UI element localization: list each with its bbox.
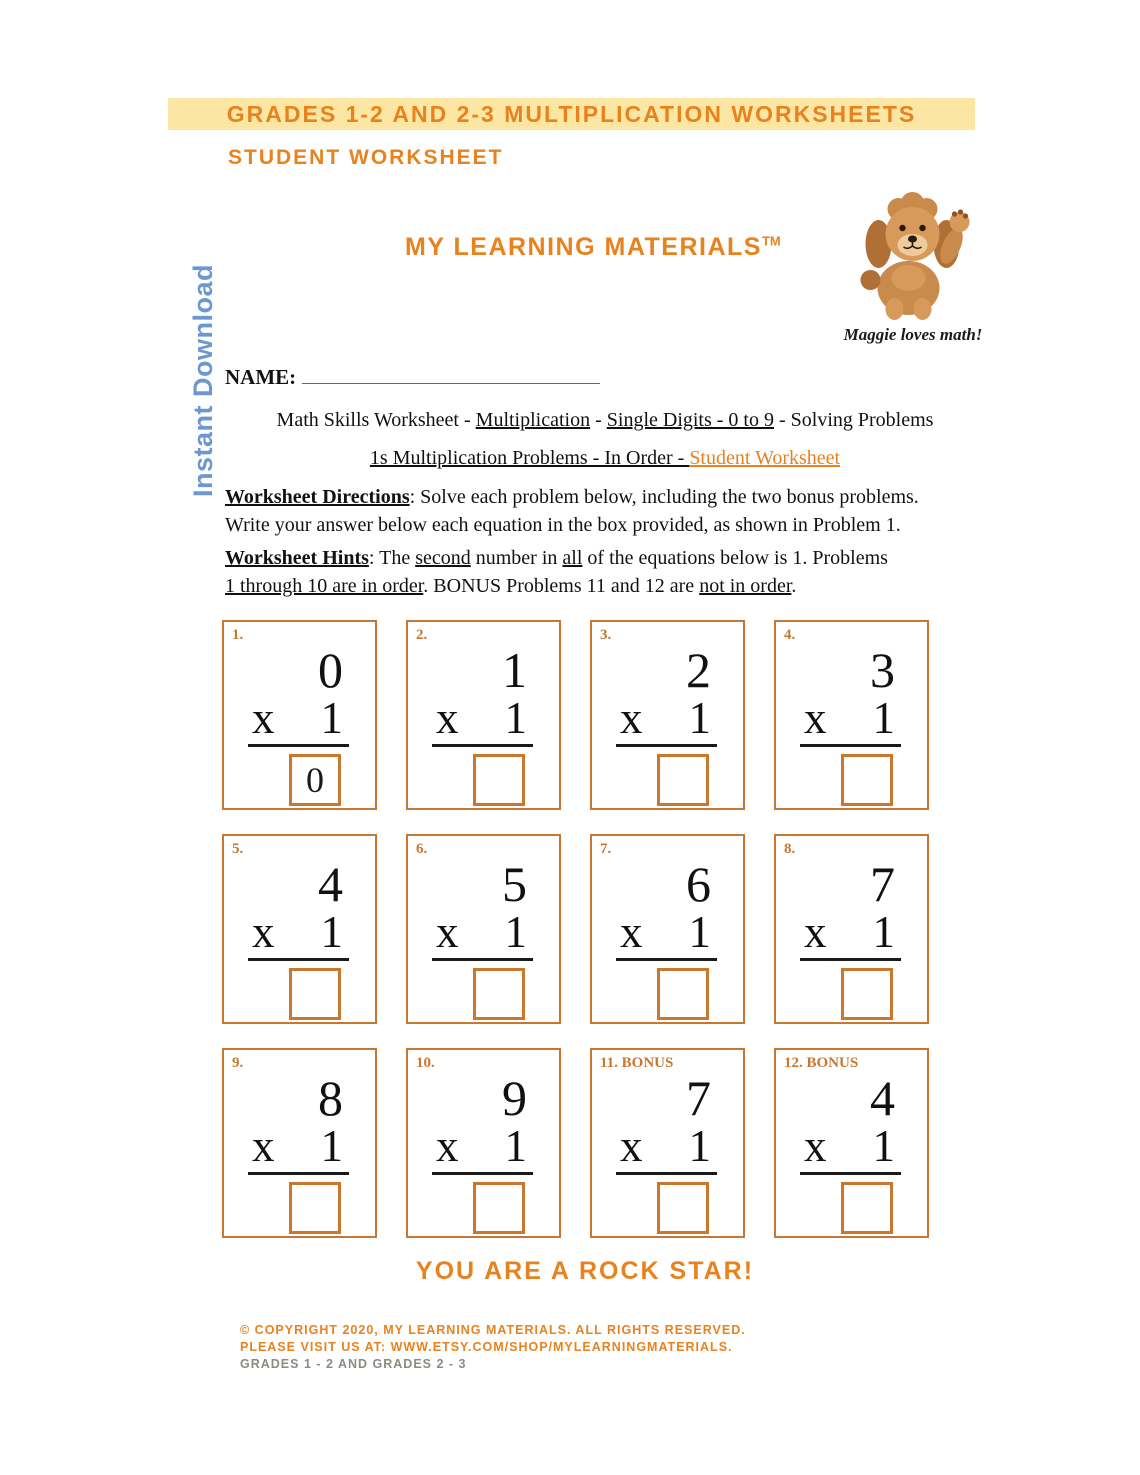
- problem-number: 7.: [600, 841, 612, 857]
- title-part-5: - Solving Problems: [774, 409, 934, 431]
- problem-number: 6.: [416, 841, 428, 857]
- answer-box: [473, 968, 525, 1020]
- problem-card-2: [406, 620, 561, 810]
- trademark-superscript: TM: [761, 233, 781, 249]
- subtitle-student-worksheet: Student Worksheet: [689, 447, 841, 469]
- multiply-operator: x: [436, 1121, 459, 1171]
- answer-box: [289, 1182, 341, 1234]
- multiply-operator: x: [804, 1121, 827, 1171]
- dog-illustration: [840, 182, 985, 322]
- problem-bottom-operand: 1: [688, 907, 711, 957]
- problems-grid: [222, 620, 929, 1238]
- copyright-line-2: PLEASE VISIT US AT: WWW.ETSY.COM/SHOP/MYLEARNINGMATERIALS.: [240, 1340, 733, 1354]
- congrats-banner: YOU ARE A ROCK STAR!: [415, 1257, 755, 1285]
- name-blank-line: [302, 364, 600, 384]
- problem-bottom-operand: 1: [504, 693, 527, 743]
- equation-rule-line: [800, 744, 901, 747]
- multiply-operator: x: [252, 907, 275, 957]
- problem-number: 2.: [416, 627, 428, 643]
- problem-card-6: [406, 834, 561, 1024]
- equation-rule-line: [616, 958, 717, 961]
- problem-number: 10.: [416, 1055, 435, 1071]
- directions-text-1: Solve each problem below, including the two bonus problems.: [420, 486, 919, 508]
- problem-number: 8.: [784, 841, 796, 857]
- answer-box: [841, 754, 893, 806]
- copyright-block: [240, 1322, 746, 1373]
- problem-bottom-operand: 1: [504, 907, 527, 957]
- problem-operator-row: [232, 1123, 367, 1169]
- top-banner: GRADES 1-2 AND 2-3 MULTIPLICATION WORKSHEETS: [168, 98, 975, 130]
- hints-seg-1: The: [379, 547, 416, 569]
- answer-box: [657, 968, 709, 1020]
- problem-number: 11. BONUS: [600, 1055, 674, 1071]
- multiply-operator: x: [436, 907, 459, 957]
- problem-operator-row: [600, 1123, 735, 1169]
- hints-seg-5: of the equations below is 1. Problems: [582, 547, 888, 569]
- problem-bottom-operand: 1: [320, 1121, 343, 1171]
- problem-top-operand: 5: [502, 856, 527, 912]
- multiply-operator: x: [620, 693, 643, 743]
- equation-rule-line: [432, 1172, 533, 1175]
- answer-box: [289, 754, 341, 806]
- equation-rule-line: [800, 958, 901, 961]
- mascot-caption: Maggie loves math!: [843, 325, 983, 344]
- name-row: [225, 364, 600, 390]
- problem-operator-row: [232, 695, 367, 741]
- problem-bottom-operand: 1: [320, 693, 343, 743]
- hints-line-1: [225, 544, 888, 572]
- copyright-line-3: GRADES 1 - 2 AND GRADES 2 - 3: [240, 1357, 467, 1371]
- worksheet-hints: [225, 544, 888, 600]
- multiply-operator: x: [620, 1121, 643, 1171]
- title-part-single-digits: Single Digits - 0 to 9: [606, 409, 774, 431]
- copyright-line-1: © COPYRIGHT 2020, MY LEARNING MATERIALS. ALL RIGHTS RESERVED.: [240, 1323, 746, 1337]
- multiply-operator: x: [804, 907, 827, 957]
- problem-top-operand: 0: [318, 642, 343, 698]
- worksheet-title-line: [225, 409, 985, 432]
- answer-box: [657, 754, 709, 806]
- hints-seg-all: all: [562, 547, 583, 569]
- problem-card-5: [222, 834, 377, 1024]
- problem-operator-row: [416, 695, 551, 741]
- answer-value: 0: [306, 760, 324, 800]
- equation-rule-line: [616, 1172, 717, 1175]
- problem-card-7: [590, 834, 745, 1024]
- problem-number: 4.: [784, 627, 796, 643]
- problem-number: 1.: [232, 627, 244, 643]
- problem-card-8: [774, 834, 929, 1024]
- brand-title: [405, 233, 781, 262]
- problem-top-operand: 7: [686, 1070, 711, 1126]
- equation-rule-line: [800, 1172, 901, 1175]
- problem-card-10: [406, 1048, 561, 1238]
- answer-box: [473, 754, 525, 806]
- problem-top-operand: 8: [318, 1070, 343, 1126]
- title-part-1: Math Skills Worksheet -: [276, 409, 476, 431]
- hints-seg-in-order: 1 through 10 are in order: [225, 575, 424, 597]
- equation-rule-line: [432, 958, 533, 961]
- multiply-operator: x: [252, 693, 275, 743]
- answer-box: [841, 968, 893, 1020]
- multiply-operator: x: [804, 693, 827, 743]
- answer-box: [841, 1182, 893, 1234]
- title-part-multiplication: Multiplication: [475, 409, 591, 431]
- problem-card-3: [590, 620, 745, 810]
- problem-operator-row: [600, 695, 735, 741]
- answer-box: [289, 968, 341, 1020]
- equation-rule-line: [248, 958, 349, 961]
- title-part-3: -: [590, 409, 607, 431]
- hints-separator: :: [368, 547, 380, 569]
- problem-bottom-operand: 1: [688, 1121, 711, 1171]
- hints-label: Worksheet Hints: [225, 547, 369, 569]
- equation-rule-line: [248, 1172, 349, 1175]
- problem-operator-row: [416, 909, 551, 955]
- problem-card-9: [222, 1048, 377, 1238]
- equation-rule-line: [248, 744, 349, 747]
- problem-bottom-operand: 1: [872, 693, 895, 743]
- problem-top-operand: 9: [502, 1070, 527, 1126]
- answer-box: [473, 1182, 525, 1234]
- hints-seg-3: number in: [470, 547, 563, 569]
- problem-card-11-bonus: [590, 1048, 745, 1238]
- problem-number: 5.: [232, 841, 244, 857]
- problem-operator-row: [784, 909, 919, 955]
- directions-separator: :: [409, 486, 421, 508]
- multiply-operator: x: [620, 907, 643, 957]
- problem-top-operand: 4: [870, 1070, 895, 1126]
- directions-text-2: Write your answer below each equation in the box provided, as shown in Problem 1.: [225, 514, 901, 536]
- problem-bottom-operand: 1: [872, 1121, 895, 1171]
- subtitle-part-1: 1s Multiplication Problems - In Order -: [369, 447, 690, 469]
- directions-label: Worksheet Directions: [225, 486, 410, 508]
- problem-top-operand: 7: [870, 856, 895, 912]
- problem-number: 12. BONUS: [784, 1055, 859, 1071]
- answer-box: [657, 1182, 709, 1234]
- worksheet-directions: [225, 483, 919, 539]
- problem-top-operand: 3: [870, 642, 895, 698]
- problem-operator-row: [784, 1123, 919, 1169]
- problem-card-4: [774, 620, 929, 810]
- hints-line-2: [225, 572, 888, 600]
- brand-text: MY LEARNING MATERIALS: [405, 233, 762, 261]
- page-subheading: STUDENT WORKSHEET: [228, 146, 504, 169]
- equation-rule-line: [616, 744, 717, 747]
- problem-top-operand: 6: [686, 856, 711, 912]
- hints-seg-9: .: [791, 575, 797, 597]
- problem-bottom-operand: 1: [504, 1121, 527, 1171]
- problem-bottom-operand: 1: [688, 693, 711, 743]
- problem-operator-row: [784, 695, 919, 741]
- problem-top-operand: 1: [502, 642, 527, 698]
- problem-bottom-operand: 1: [320, 907, 343, 957]
- name-label: NAME:: [225, 365, 297, 389]
- problem-top-operand: 2: [686, 642, 711, 698]
- problem-number: 3.: [600, 627, 612, 643]
- problem-top-operand: 4: [318, 856, 343, 912]
- problem-operator-row: [232, 909, 367, 955]
- problem-number: 9.: [232, 1055, 244, 1071]
- hints-seg-second: second: [415, 547, 471, 569]
- instant-download-label: Instant Download: [188, 264, 218, 497]
- multiply-operator: x: [252, 1121, 275, 1171]
- directions-line-2: [225, 511, 919, 539]
- worksheet-subtitle-line: [225, 447, 985, 470]
- equation-rule-line: [432, 744, 533, 747]
- problem-card-12-bonus: [774, 1048, 929, 1238]
- hints-seg-7: . BONUS Problems 11 and 12 are: [423, 575, 700, 597]
- problem-operator-row: [416, 1123, 551, 1169]
- problem-card-1: [222, 620, 377, 810]
- directions-line-1: [225, 483, 919, 511]
- multiply-operator: x: [436, 693, 459, 743]
- problem-operator-row: [600, 909, 735, 955]
- hints-seg-not-in-order: not in order: [699, 575, 792, 597]
- problem-bottom-operand: 1: [872, 907, 895, 957]
